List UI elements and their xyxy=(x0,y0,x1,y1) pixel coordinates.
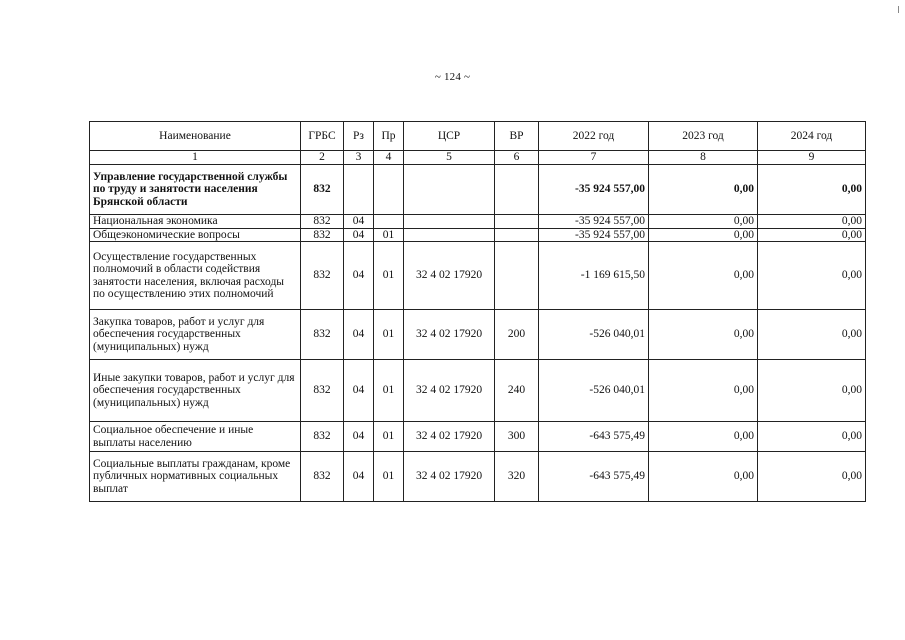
vr-cell xyxy=(495,165,539,215)
column-number: 3 xyxy=(344,151,374,165)
csr-cell: 32 4 02 17920 xyxy=(404,242,495,310)
amount-2024-cell: 0,00 xyxy=(758,360,866,422)
amount-2023-cell: 0,00 xyxy=(649,242,758,310)
column-number: 6 xyxy=(495,151,539,165)
pr-cell: 01 xyxy=(374,242,404,310)
amount-2024-cell: 0,00 xyxy=(758,242,866,310)
amount-2023-cell: 0,00 xyxy=(649,228,758,242)
amount-2022-cell: -35 924 557,00 xyxy=(539,228,649,242)
table-row xyxy=(90,165,866,215)
header-2023: 2023 год xyxy=(649,122,758,151)
column-number: 5 xyxy=(404,151,495,165)
table-row xyxy=(90,360,866,422)
name-cell: Общеэкономические вопросы xyxy=(90,228,301,242)
csr-cell xyxy=(404,165,495,215)
rz-cell: 04 xyxy=(344,360,374,422)
page-number: ~ 124 ~ xyxy=(434,71,471,83)
amount-2024-cell: 0,00 xyxy=(758,422,866,452)
name-cell: Осуществление государственных полномочий в области содействия занятости населения, включая расходы по осуществлению этих полномочий xyxy=(90,242,301,310)
pr-cell: 01 xyxy=(374,452,404,502)
vr-cell xyxy=(495,228,539,242)
rz-cell xyxy=(344,165,374,215)
amount-2024-cell: 0,00 xyxy=(758,215,866,229)
grbs-cell: 832 xyxy=(301,422,344,452)
csr-cell xyxy=(404,228,495,242)
column-number-row xyxy=(90,151,866,165)
grbs-cell: 832 xyxy=(301,452,344,502)
vr-cell: 300 xyxy=(495,422,539,452)
amount-2023-cell: 0,00 xyxy=(649,165,758,215)
amount-2022-cell: -35 924 557,00 xyxy=(539,165,649,215)
vr-cell: 200 xyxy=(495,310,539,360)
table-body xyxy=(90,165,866,502)
amount-2023-cell: 0,00 xyxy=(649,452,758,502)
grbs-cell: 832 xyxy=(301,165,344,215)
column-number: 2 xyxy=(301,151,344,165)
csr-cell: 32 4 02 17920 xyxy=(404,422,495,452)
csr-cell: 32 4 02 17920 xyxy=(404,452,495,502)
pr-cell: 01 xyxy=(374,360,404,422)
vr-cell xyxy=(495,242,539,310)
name-cell: Национальная экономика xyxy=(90,215,301,229)
budget-table xyxy=(89,121,866,502)
column-number: 7 xyxy=(539,151,649,165)
pr-cell: 01 xyxy=(374,228,404,242)
rz-cell: 04 xyxy=(344,228,374,242)
amount-2023-cell: 0,00 xyxy=(649,310,758,360)
pr-cell: 01 xyxy=(374,422,404,452)
vr-cell: 240 xyxy=(495,360,539,422)
amount-2022-cell: -35 924 557,00 xyxy=(539,215,649,229)
header-name: Наименование xyxy=(90,122,301,151)
vr-cell: 320 xyxy=(495,452,539,502)
header-pr: Пр xyxy=(374,122,404,151)
header-csr: ЦСР xyxy=(404,122,495,151)
table-row xyxy=(90,215,866,229)
name-cell: Социальное обеспечение и иные выплаты населению xyxy=(90,422,301,452)
table-row xyxy=(90,452,866,502)
column-number: 9 xyxy=(758,151,866,165)
csr-cell: 32 4 02 17920 xyxy=(404,310,495,360)
pr-cell: 01 xyxy=(374,310,404,360)
header-row xyxy=(90,122,866,151)
amount-2022-cell: -526 040,01 xyxy=(539,310,649,360)
grbs-cell: 832 xyxy=(301,242,344,310)
header-vr: ВР xyxy=(495,122,539,151)
table-row xyxy=(90,310,866,360)
name-cell: Социальные выплаты гражданам, кроме публичных нормативных социальных выплат xyxy=(90,452,301,502)
amount-2024-cell: 0,00 xyxy=(758,228,866,242)
name-cell: Иные закупки товаров, работ и услуг для обеспечения государственных (муниципальных) нужд xyxy=(90,360,301,422)
amount-2022-cell: -643 575,49 xyxy=(539,452,649,502)
column-number: 8 xyxy=(649,151,758,165)
vr-cell xyxy=(495,215,539,229)
header-grbs: ГРБС xyxy=(301,122,344,151)
rz-cell: 04 xyxy=(344,310,374,360)
amount-2024-cell: 0,00 xyxy=(758,165,866,215)
table-row xyxy=(90,422,866,452)
amount-2022-cell: -526 040,01 xyxy=(539,360,649,422)
header-2022: 2022 год xyxy=(539,122,649,151)
table-row xyxy=(90,228,866,242)
amount-2022-cell: -643 575,49 xyxy=(539,422,649,452)
amount-2024-cell: 0,00 xyxy=(758,310,866,360)
grbs-cell: 832 xyxy=(301,310,344,360)
pr-cell xyxy=(374,165,404,215)
amount-2023-cell: 0,00 xyxy=(649,215,758,229)
rz-cell: 04 xyxy=(344,422,374,452)
header-rz: Рз xyxy=(344,122,374,151)
amount-2024-cell: 0,00 xyxy=(758,452,866,502)
table-row xyxy=(90,242,866,310)
amount-2023-cell: 0,00 xyxy=(649,422,758,452)
rz-cell: 04 xyxy=(344,215,374,229)
header-2024: 2024 год xyxy=(758,122,866,151)
pr-cell xyxy=(374,215,404,229)
rz-cell: 04 xyxy=(344,452,374,502)
scan-artifact xyxy=(898,6,899,13)
name-cell: Закупка товаров, работ и услуг для обеспечения государственных (муниципальных) нужд xyxy=(90,310,301,360)
column-number: 1 xyxy=(90,151,301,165)
column-number: 4 xyxy=(374,151,404,165)
grbs-cell: 832 xyxy=(301,228,344,242)
csr-cell xyxy=(404,215,495,229)
name-cell: Управление государственной службы по труду и занятости населения Брянской области xyxy=(90,165,301,215)
grbs-cell: 832 xyxy=(301,360,344,422)
amount-2023-cell: 0,00 xyxy=(649,360,758,422)
amount-2022-cell: -1 169 615,50 xyxy=(539,242,649,310)
grbs-cell: 832 xyxy=(301,215,344,229)
csr-cell: 32 4 02 17920 xyxy=(404,360,495,422)
rz-cell: 04 xyxy=(344,242,374,310)
